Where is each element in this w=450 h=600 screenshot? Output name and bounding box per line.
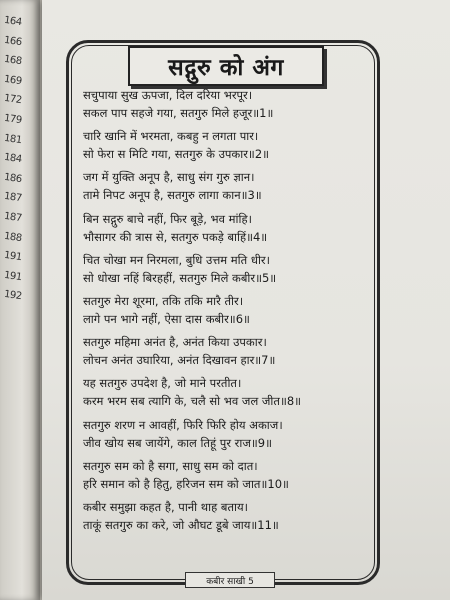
verse-6-line-1: सतगुरु मेरा शूरमा, तकि तकि मारै तीर।: [83, 294, 244, 308]
page-number: 164: [3, 14, 23, 29]
verse-6-line-2: लागे पन भागे नहीं, ऐसा दास कबीर॥6॥: [83, 312, 250, 326]
verse-9-line-2: जीव खोय सब जायेंगे, काल तिहूं पुर राज॥9॥: [83, 435, 272, 450]
left-page-edge: [0, 0, 40, 600]
verse-9-line-1: सतगुरु शरण न आवहीं, फिरि फिरि होय अकाज।: [83, 417, 283, 432]
verse-2-line-1: चारि खानि में भरमता, कबहु न लगता पार।: [83, 129, 259, 144]
footer-text: कबीर साखी 5: [206, 576, 254, 587]
verse-5-line-2: सो धोखा नहिं बिरहहीं, सतगुरु मिले कबीर॥5॥: [83, 270, 277, 285]
page-number: 169: [3, 73, 23, 87]
page-number: 181: [3, 132, 23, 146]
verse-4-line-1: बिन सद्गुरु बाचे नहीं, फिर बूड़े, भव मांहि।: [83, 211, 252, 226]
verse-5-line-1: चित चोखा मन निरमला, बुधि उत्तम मति धीर।: [83, 252, 270, 267]
verse-8-line-1: यह सतगुरु उपदेश है, जो माने परतीत।: [83, 376, 242, 391]
verse-1-line-2: सकल पाप सहजे गया, सतगुरु मिले हजूर॥1॥: [83, 106, 274, 120]
verse-7-line-2: लोचन अनंत उघारिया, अनंत दिखावन हार॥7॥: [83, 353, 276, 368]
verse-10-line-2: हरि समान को है हितु, हरिजन सम को जात॥10॥: [83, 476, 289, 491]
verse-10-line-1: सतगुरु सम को है सगा, साधु सम को दात।: [83, 458, 258, 473]
page-number: 192: [3, 289, 23, 303]
verse-8-line-2: करम भरम सब त्यागि के, चलै सो भव जल जीत॥8॥: [83, 394, 302, 409]
chapter-title-box: [128, 46, 324, 86]
page-number: 187: [3, 191, 23, 205]
verse-11-line-1: कबीर समुझा कहत है, पानी थाह बताय।: [83, 500, 249, 514]
page-number: 172: [3, 93, 23, 107]
page-number: 187: [3, 210, 23, 225]
verse-3-line-2: तामे निपट अनूप है, सतगुरु लागा कान॥3॥: [83, 188, 262, 203]
verse-4-line-2: भौसागर की त्रास से, सतगुरु पकड़े बाहिं॥4॥: [83, 229, 268, 244]
page-number: 166: [3, 34, 23, 48]
footer-box: [185, 572, 275, 588]
verse-2-line-2: सो फेरा स मिटि गया, सतगुरु के उपकार॥2॥: [83, 147, 270, 162]
page-number: 188: [3, 230, 23, 244]
verse-11-line-2: ताकूं सतगुरु का करे, जो औघट डूबे जाय॥11॥: [83, 518, 279, 532]
page-number: 186: [3, 171, 23, 185]
page-number: 168: [3, 54, 23, 68]
page-number: 184: [3, 152, 23, 166]
page-number: 179: [3, 112, 23, 127]
page-number: 191: [3, 269, 23, 283]
verse-1-line-1: सचुपाया सुख ऊपजा, दिल दरिया भरपूर।: [83, 88, 253, 102]
chapter-title: सद्गुरु को अंग: [168, 55, 284, 81]
verse-7-line-1: सतगुरु महिमा अनंत है, अनंत किया उपकार।: [83, 335, 267, 350]
verse-3-line-1: जग में युक्ति अनूप है, साधु संग गुरु ज्ञान।: [83, 170, 255, 185]
page-number: 191: [3, 250, 23, 264]
